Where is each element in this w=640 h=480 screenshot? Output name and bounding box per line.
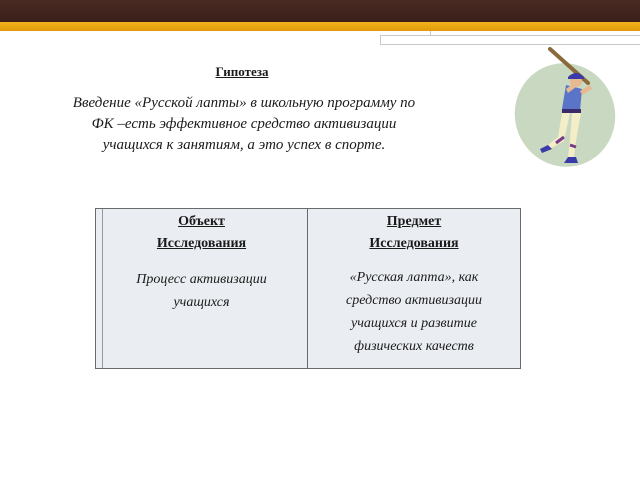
table-column-object	[96, 209, 308, 368]
table-column-subject	[308, 209, 520, 368]
header-dark-band	[0, 0, 640, 22]
body-line: учащихся	[173, 295, 230, 310]
header-gold-band	[0, 22, 640, 31]
column-body	[96, 268, 307, 314]
header-decor-line	[430, 31, 431, 36]
hypothesis-line: Введение «Русской лапты» в школьную программу по	[72, 95, 416, 111]
header-line: Исследования	[156, 236, 247, 251]
column-body	[308, 266, 520, 358]
column-header	[96, 211, 307, 255]
hypothesis-line: ФК –есть эффективное средство активизации	[91, 116, 397, 132]
body-line: средство активизации	[346, 293, 482, 308]
body-line: учащихся и развитие	[351, 316, 477, 331]
header-decor-line	[380, 35, 640, 36]
body-line: Процесс активизации	[136, 272, 267, 287]
body-line: физических качеств	[354, 339, 474, 354]
column-header	[308, 211, 520, 255]
research-table	[95, 208, 521, 369]
slide-title: Гипотеза	[215, 64, 269, 79]
hypothesis-text	[28, 93, 460, 156]
body-line: «Русская лапта», как	[349, 270, 479, 285]
baseball-batter-icon	[510, 45, 620, 170]
header-line: Предмет	[386, 214, 442, 229]
header-line: Исследования	[369, 236, 459, 251]
hypothesis-line: учащихся к занятиям, а это успех в спорте.	[102, 137, 386, 153]
header-line: Объект	[178, 214, 225, 229]
